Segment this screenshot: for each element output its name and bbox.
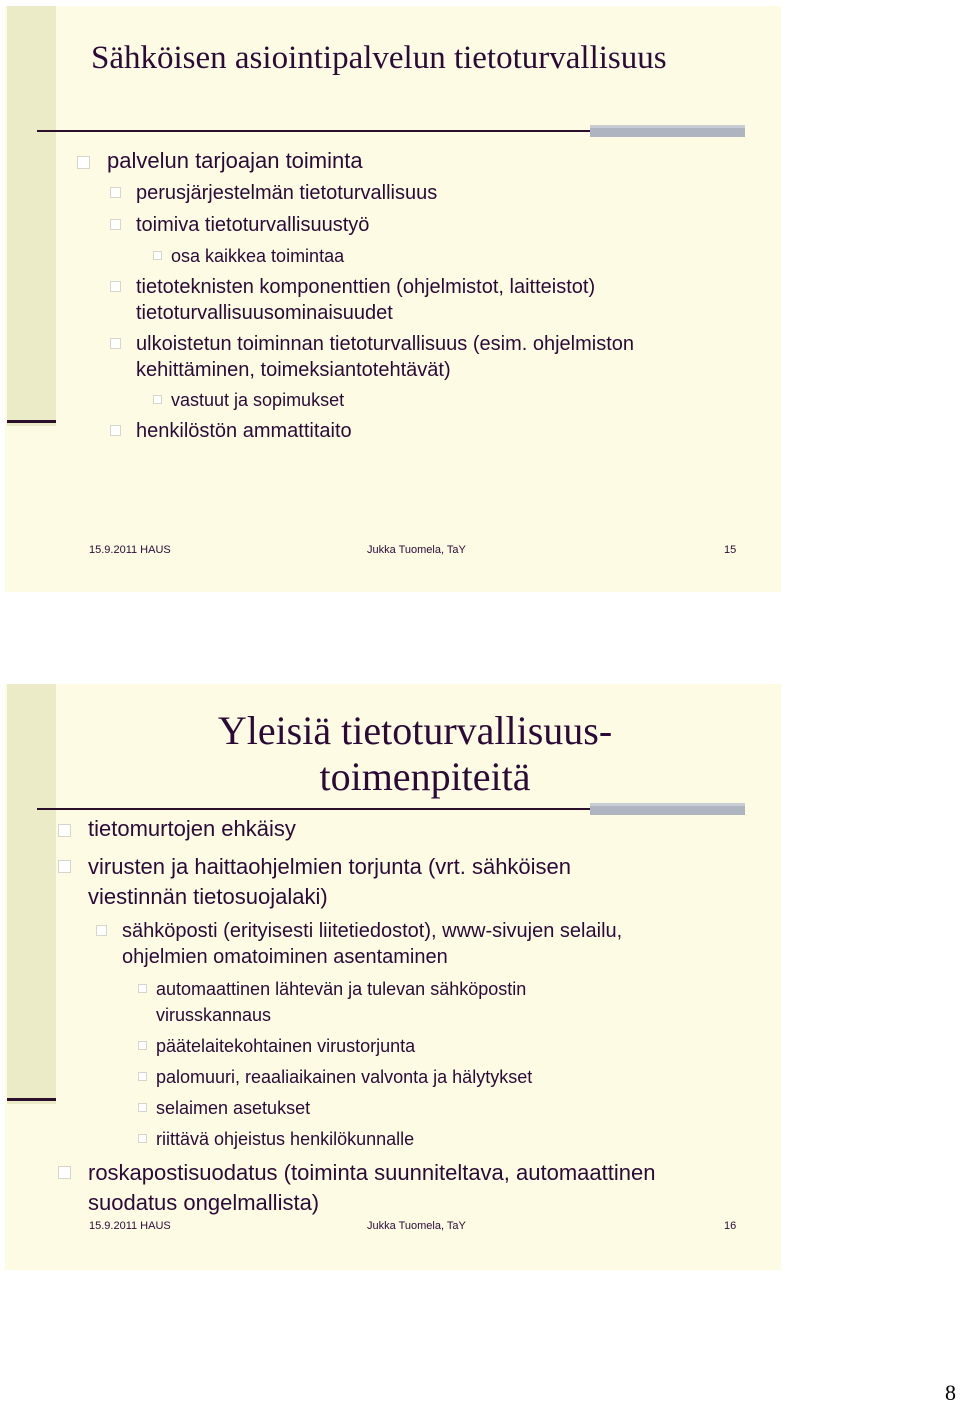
footer-date: 15.9.2011 HAUS xyxy=(89,1220,171,1232)
title-rule-accent xyxy=(590,125,745,137)
slide-15 xyxy=(5,6,781,592)
list-item: tietomurtojen ehkäisy xyxy=(88,816,296,842)
list-item: sähköposti (erityisesti liitetiedostot), www-sivujen selailu, ohjelmien omatoiminen asentaminen xyxy=(122,918,622,970)
sidebar-divider xyxy=(7,1098,56,1101)
list-item: tietoteknisten komponenttien (ohjelmistot, laitteistot) tietoturvallisuusominaisuudet xyxy=(136,274,595,326)
list-item: toimiva tietoturvallisuustyö xyxy=(136,212,369,238)
bullet-square-icon xyxy=(138,1041,147,1050)
bullet-square-icon xyxy=(153,395,162,404)
footer-slide-number: 15 xyxy=(724,544,737,556)
bullet-square-icon xyxy=(96,925,107,936)
bullet-square-icon xyxy=(138,1103,147,1112)
list-item: riittävä ohjeistus henkilökunnalle xyxy=(156,1126,414,1152)
slide-sidebar xyxy=(7,6,56,426)
list-item: selaimen asetukset xyxy=(156,1095,310,1121)
list-item: henkilöstön ammattitaito xyxy=(136,418,352,444)
list-item: automaattinen lähtevän ja tulevan sähköpostin virusskannaus xyxy=(156,976,526,1028)
slide-16 xyxy=(5,684,781,1270)
bullet-square-icon xyxy=(153,251,162,260)
list-item: palomuuri, reaaliaikainen valvonta ja hälytykset xyxy=(156,1064,532,1090)
bullet-square-icon xyxy=(58,1166,71,1179)
bullet-square-icon xyxy=(138,1134,147,1143)
list-item: ulkoistetun toiminnan tietoturvallisuus (esim. ohjelmiston kehittäminen, toimeksiantotehtävät) xyxy=(136,331,634,383)
bullet-square-icon xyxy=(110,425,121,436)
bullet-square-icon xyxy=(110,338,121,349)
title-rule-accent xyxy=(590,803,745,815)
list-item: päätelaitekohtainen virustorjunta xyxy=(156,1033,415,1059)
bullet-square-icon xyxy=(110,219,121,230)
bullet-square-icon xyxy=(77,156,90,169)
list-item: roskapostisuodatus (toiminta suunniteltava, automaattinen suodatus ongelmallista) xyxy=(88,1158,655,1218)
slide-sidebar xyxy=(7,684,56,1104)
list-item: virusten ja haittaohjelmien torjunta (vrt. sähköisen viestinnän tietosuojalaki) xyxy=(88,852,571,912)
bullet-square-icon xyxy=(58,860,71,873)
list-item: perusjärjestelmän tietoturvallisuus xyxy=(136,180,437,206)
footer-slide-number: 16 xyxy=(724,1220,737,1232)
page-number: 8 xyxy=(945,1380,956,1405)
bullet-square-icon xyxy=(138,1072,147,1081)
bullet-square-icon xyxy=(138,984,147,993)
slide-title: Yleisiä tietoturvallisuus- toimenpiteitä xyxy=(217,708,613,799)
bullet-square-icon xyxy=(110,281,121,292)
slide-title: Sähköisen asiointipalvelun tietoturvallisuus xyxy=(91,40,667,76)
footer-author: Jukka Tuomela, TaY xyxy=(367,544,466,556)
bullet-square-icon xyxy=(58,824,71,837)
list-item: osa kaikkea toimintaa xyxy=(171,243,344,269)
sidebar-divider xyxy=(7,420,56,423)
bullet-square-icon xyxy=(110,187,121,198)
footer-date: 15.9.2011 HAUS xyxy=(89,544,171,556)
list-item: palvelun tarjoajan toiminta xyxy=(107,148,363,174)
footer-author: Jukka Tuomela, TaY xyxy=(367,1220,466,1232)
list-item: vastuut ja sopimukset xyxy=(171,387,344,413)
